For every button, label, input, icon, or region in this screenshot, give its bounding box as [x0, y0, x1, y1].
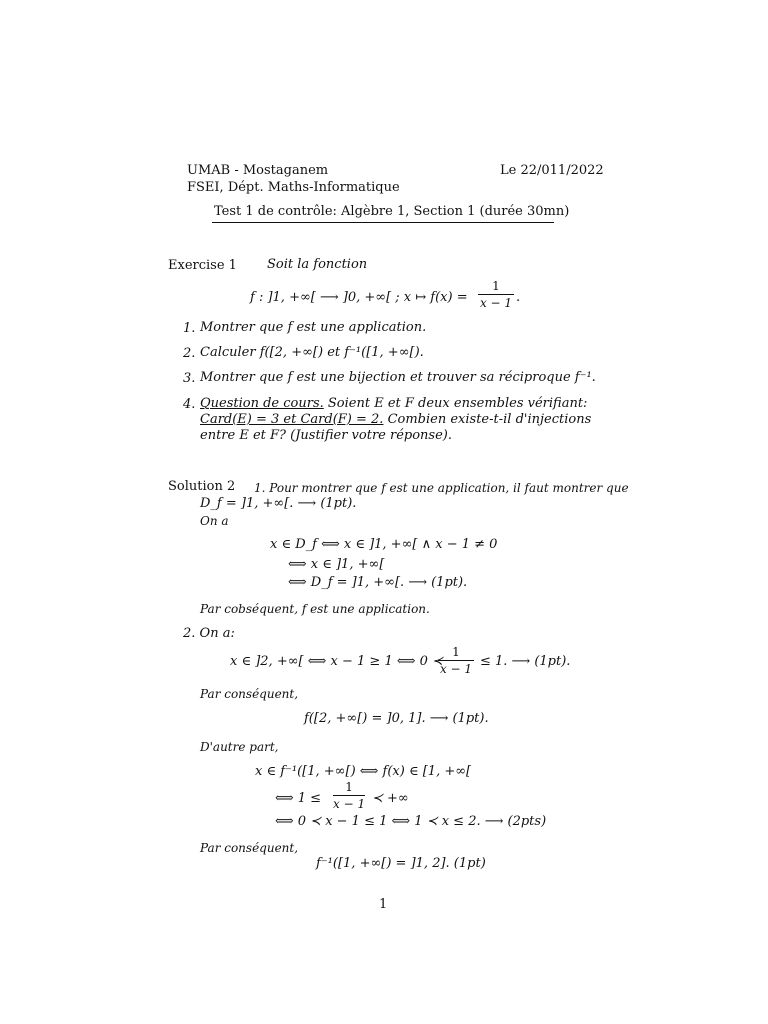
- on-a-label: On a: [200, 514, 229, 528]
- fraction-bar: [333, 795, 365, 796]
- university-name: UMAB - Mostaganem: [187, 163, 329, 178]
- equation3-line2-left: ⟺ 1 ≤: [275, 791, 322, 806]
- exercise-item-text: Montrer que f est une application.: [200, 320, 427, 335]
- page-number: 1: [379, 897, 388, 912]
- function-end: .: [516, 290, 521, 305]
- exercise-item-4-line1: [200, 396, 587, 412]
- equation2-fraction: [438, 645, 474, 676]
- exam-date: Le 22/011/2022: [500, 163, 604, 178]
- test-title: Test 1 de contrôle: Algèbre 1, Section 1 (durée 30mn): [214, 204, 570, 219]
- result-image: f([2, +∞[) = ]0, 1]. ⟶ (1pt).: [304, 711, 489, 726]
- solution-part1-intro: 1. Pour montrer que f est une application, il faut montrer que: [254, 481, 629, 495]
- function-fraction: [478, 279, 514, 310]
- exercise-item-number: 3.: [183, 371, 196, 386]
- fraction-bar: [478, 294, 514, 295]
- exercise-item-text: Calculer f([2, +∞[) et f⁻¹([1, +∞[).: [200, 345, 424, 360]
- result-preimage: f⁻¹([1, +∞[) = ]1, 2]. (1pt): [316, 856, 486, 871]
- equation3-line1: x ∈ f⁻¹([1, +∞[) ⟺ f(x) ∈ [1, +∞[: [255, 764, 472, 779]
- card-condition: Card(E) = 3 et Card(F) = 2.: [200, 412, 384, 427]
- equation2-left: x ∈ ]2, +∞[ ⟺ x − 1 ≥ 1 ⟺ 0 ≺: [230, 654, 443, 669]
- fraction-numerator: 1: [452, 645, 460, 659]
- title-underline: [212, 222, 554, 223]
- solution-part2-label: 2. On a:: [183, 626, 235, 641]
- exercise-item-4-line2: [200, 412, 591, 428]
- fraction-numerator: 1: [345, 780, 353, 794]
- equation3-line3: ⟺ 0 ≺ x − 1 ≤ 1 ⟺ 1 ≺ x ≤ 2. ⟶ (2pts): [275, 814, 547, 829]
- course-question-text: Soient E et F deux ensembles vérifiant:: [323, 396, 588, 411]
- fraction-denominator: x − 1: [439, 662, 473, 676]
- course-question-label: Question de cours.: [200, 396, 324, 411]
- fraction-bar: [438, 660, 474, 661]
- conclusion-application: Par cobséquent, f est une application.: [200, 602, 430, 616]
- fraction-denominator: x − 1: [479, 296, 513, 310]
- exercise-item-number: 4.: [183, 397, 196, 412]
- equation2-right: ≤ 1. ⟶ (1pt).: [480, 654, 571, 669]
- faculty-name: FSEI, Dépt. Maths-Informatique: [187, 180, 400, 195]
- exercise-item-text: Montrer que f est une bijection et trouver sa réciproque f⁻¹.: [200, 370, 596, 385]
- function-definition: f : ]1, +∞[ ⟶ ]0, +∞[ ; x ↦ f(x) =: [250, 290, 468, 305]
- equation1-line1: x ∈ D_f ⟺ x ∈ ]1, +∞[ ∧ x − 1 ≠ 0: [270, 537, 498, 552]
- fraction-denominator: x − 1: [333, 797, 366, 811]
- consequently-label-2: Par conséquent,: [200, 841, 299, 855]
- equation1-line2: ⟺ x ∈ ]1, +∞[: [288, 557, 385, 572]
- otherwise-label: D'autre part,: [200, 740, 279, 754]
- solution-label: Solution 2: [168, 479, 236, 494]
- equation3-fraction: [333, 780, 365, 811]
- exercise-item-4-line3: entre E et F? (Justifier votre réponse).: [200, 428, 452, 443]
- equation3-line2-right: ≺ +∞: [372, 791, 409, 806]
- fraction-numerator: 1: [492, 279, 500, 293]
- exercise-item-number: 2.: [183, 346, 196, 361]
- exercise-label: Exercise 1: [168, 258, 237, 273]
- consequently-label: Par conséquent,: [200, 687, 299, 701]
- solution-domain: D_f = ]1, +∞[. ⟶ (1pt).: [200, 496, 357, 511]
- exercise-item-number: 1.: [183, 321, 196, 336]
- exercise-intro: Soit la fonction: [267, 257, 368, 272]
- injection-question: Combien existe-t-il d'injections: [383, 412, 592, 427]
- equation1-line3: ⟺ D_f = ]1, +∞[. ⟶ (1pt).: [288, 575, 468, 590]
